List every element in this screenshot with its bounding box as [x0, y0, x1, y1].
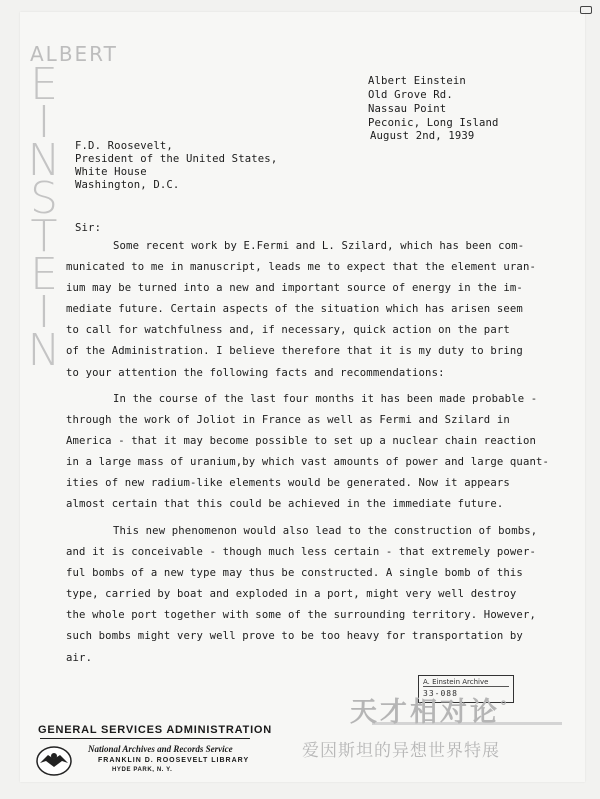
body-line: municated to me in manuscript, leads me to expect that the element uran- [66, 261, 537, 274]
body-line: and it is conceivable - though much less certain - that extremely power- [66, 546, 537, 559]
body-line: In the course of the last four months it has been made probable - [113, 393, 538, 405]
body-line: almost certain that this could be achieved in the immediate future. [66, 498, 504, 511]
archive-stamp-label: A. Einstein Archive [423, 678, 509, 687]
sender-line: Peconic, Long Island [368, 117, 499, 129]
sender-address [368, 74, 499, 130]
eagle-seal-icon [34, 741, 74, 777]
brand-letter: E [30, 59, 58, 110]
footer-library: FRANKLIN D. ROOSEVELT LIBRARY [98, 757, 250, 764]
paragraph-2 [66, 389, 550, 516]
body-line: air. [66, 651, 93, 664]
body-line: type, carried by boat and exploded in a port, might very well destroy [66, 588, 517, 601]
sender-line: Albert Einstein [368, 75, 466, 87]
body-line: Some recent work by E.Fermi and L. Szilard, which has been com- [113, 240, 525, 252]
brand-letter: E [30, 249, 58, 300]
brand-last-name [27, 59, 61, 376]
brand-letter: I [37, 287, 51, 338]
body-line: of the Administration. I believe therefore that it is my duty to bring [66, 345, 523, 358]
body-line: to your attention the following facts and recommendations: [66, 366, 445, 379]
body-line: ium may be turned into a new and important source of energy in the im- [66, 282, 523, 295]
body-line: mediate future. Certain aspects of the situation which has arisen seem [66, 303, 523, 316]
body-line: the whole port together with some of the surrounding territory. However, [66, 609, 537, 622]
recipient-line: Washington, D.C. [75, 179, 180, 191]
salutation: Sir: [75, 222, 102, 234]
exhibition-title-text: 天才相对论 [350, 697, 500, 728]
brand-letter: N [27, 135, 61, 186]
body-line: This new phenomenon would also lead to the construction of bombs, [113, 525, 538, 537]
brand-letter: S [30, 173, 58, 224]
exhibition-title [350, 690, 510, 729]
body-line: America - that it may become possible to set up a nuclear chain reaction [66, 435, 537, 448]
body-line: to call for watchfulness and, if necessary, quick action on the part [66, 324, 510, 337]
recipient-line: White House [75, 166, 147, 178]
body-line: such bombs might very well prove to be too heavy for transportation by [66, 630, 523, 643]
footer-divider [40, 738, 250, 739]
corner-mark [580, 6, 592, 14]
brand-letter: T [30, 211, 58, 262]
footer-subtitle: National Archives and Records Service [88, 744, 233, 754]
exhibition-subtitle: 爱因斯坦的异想世界特展 [302, 741, 500, 761]
paragraph-3 [66, 521, 538, 669]
body-line: in a large mass of uranium,by which vast amounts of power and large quant- [66, 456, 550, 469]
footer-location: HYDE PARK, N. Y. [112, 767, 173, 773]
body-line: ities of new radium-like elements would be generated. Now it appears [66, 477, 510, 490]
sender-line: Nassau Point [368, 103, 447, 115]
paragraph-1 [66, 236, 537, 384]
sender-line: Old Grove Rd. [368, 89, 453, 101]
brand-letter: I [37, 97, 51, 148]
footer-agency: GENERAL SERVICES ADMINISTRATION [38, 724, 273, 736]
body-line: ful bombs of a new type may thus be constructed. A single bomb of this [66, 567, 523, 580]
recipient-address [75, 140, 277, 192]
brand-first-name: ALBERT [30, 42, 118, 66]
recipient-line: President of the United States, [75, 153, 278, 165]
body-line: through the work of Joliot in France as well as Fermi and Szilard in [66, 414, 510, 427]
recipient-line: F.D. Roosevelt, [75, 140, 173, 152]
archive-stamp-number: 33-088 [423, 689, 458, 698]
letter-date: August 2nd, 1939 [370, 130, 475, 142]
brand-letter: N [27, 325, 61, 376]
exhibition-title-mark: ° [500, 699, 510, 715]
